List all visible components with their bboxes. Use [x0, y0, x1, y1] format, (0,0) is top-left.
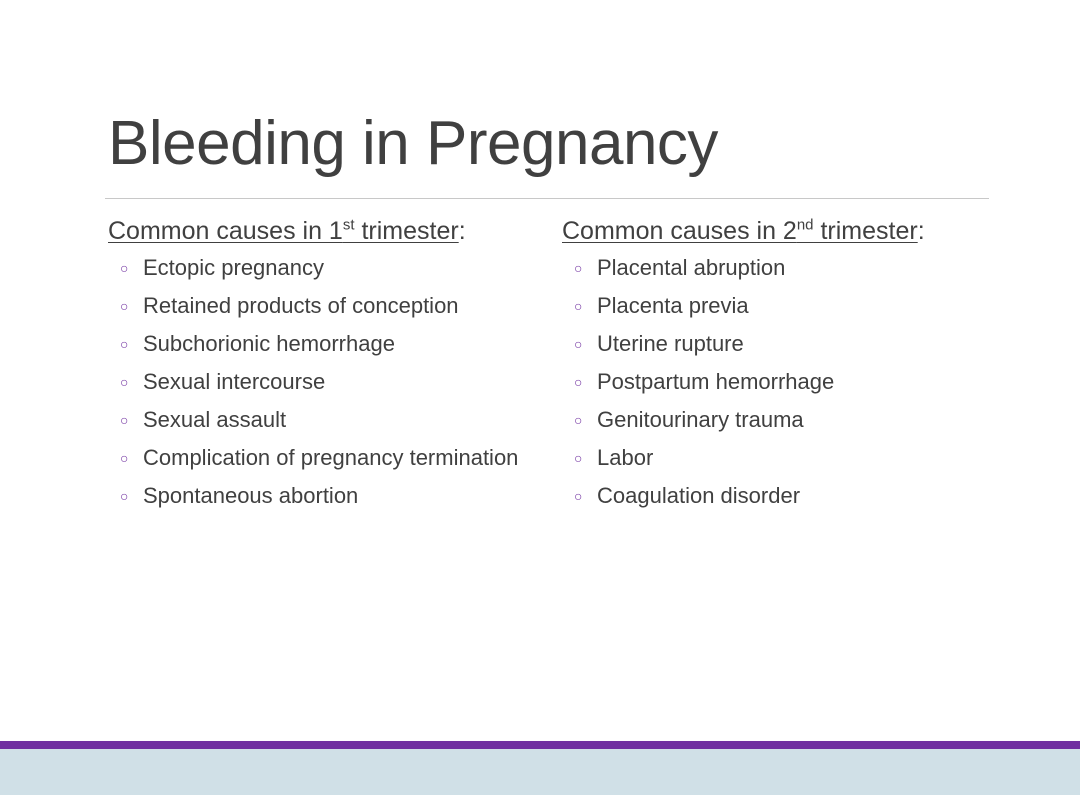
footer-band	[0, 749, 1080, 795]
list-item-label: Placenta previa	[597, 293, 749, 318]
circle-bullet-icon: ○	[574, 298, 583, 314]
list-item	[120, 481, 538, 511]
circle-bullet-icon: ○	[574, 412, 583, 428]
circle-bullet-icon: ○	[574, 450, 583, 466]
circle-bullet-icon: ○	[120, 412, 129, 428]
circle-bullet-icon: ○	[574, 374, 583, 390]
slide-title: Bleeding in Pregnancy	[108, 109, 718, 178]
list-item	[120, 405, 538, 435]
left-heading-underlined	[108, 217, 459, 245]
list-item-label: Subchorionic hemorrhage	[143, 331, 395, 356]
right-heading-prefix: Common causes in 2	[562, 217, 797, 245]
list-item	[574, 329, 992, 359]
circle-bullet-icon: ○	[574, 488, 583, 504]
list-item	[574, 291, 992, 321]
circle-bullet-icon: ○	[574, 260, 583, 276]
list-item	[120, 367, 538, 397]
list-item-label: Postpartum hemorrhage	[597, 369, 835, 394]
list-item	[120, 291, 538, 321]
list-item	[574, 253, 992, 283]
left-heading-suffix: trimester	[354, 217, 459, 245]
right-heading-underlined	[562, 217, 918, 245]
list-item-label: Spontaneous abortion	[143, 483, 359, 508]
list-item-label: Placental abruption	[597, 255, 786, 280]
list-item-label: Ectopic pregnancy	[143, 255, 324, 280]
left-heading-colon: :	[458, 217, 466, 245]
list-item	[574, 367, 992, 397]
list-item	[120, 329, 538, 359]
list-item	[574, 405, 992, 435]
circle-bullet-icon: ○	[120, 450, 129, 466]
circle-bullet-icon: ○	[120, 336, 129, 352]
list-item-label: Coagulation disorder	[597, 483, 801, 508]
right-column	[562, 215, 992, 519]
list-item-label: Labor	[597, 445, 654, 470]
footer-accent-stripe	[0, 741, 1080, 749]
left-heading-ordinal: st	[342, 216, 355, 234]
list-item-label: Sexual intercourse	[143, 369, 326, 394]
list-item-label: Retained products of conception	[143, 293, 459, 318]
circle-bullet-icon: ○	[120, 298, 129, 314]
title-divider	[105, 198, 989, 199]
left-heading-prefix: Common causes in 1	[108, 217, 343, 245]
circle-bullet-icon: ○	[120, 374, 129, 390]
right-heading-colon: :	[917, 217, 925, 245]
list-item-label: Uterine rupture	[597, 331, 744, 356]
right-heading-ordinal: nd	[796, 216, 814, 234]
left-column	[108, 215, 538, 519]
list-item	[574, 443, 992, 473]
left-bullet-list	[108, 253, 538, 511]
list-item	[120, 443, 538, 473]
list-item-label: Complication of pregnancy termination	[143, 445, 519, 470]
right-column-heading	[562, 215, 992, 247]
list-item-label: Genitourinary trauma	[597, 407, 804, 432]
left-column-heading	[108, 215, 538, 247]
circle-bullet-icon: ○	[120, 260, 129, 276]
circle-bullet-icon: ○	[120, 488, 129, 504]
list-item-label: Sexual assault	[143, 407, 287, 432]
right-heading-suffix: trimester	[813, 217, 918, 245]
list-item	[574, 481, 992, 511]
right-bullet-list	[562, 253, 992, 511]
circle-bullet-icon: ○	[574, 336, 583, 352]
list-item	[120, 253, 538, 283]
